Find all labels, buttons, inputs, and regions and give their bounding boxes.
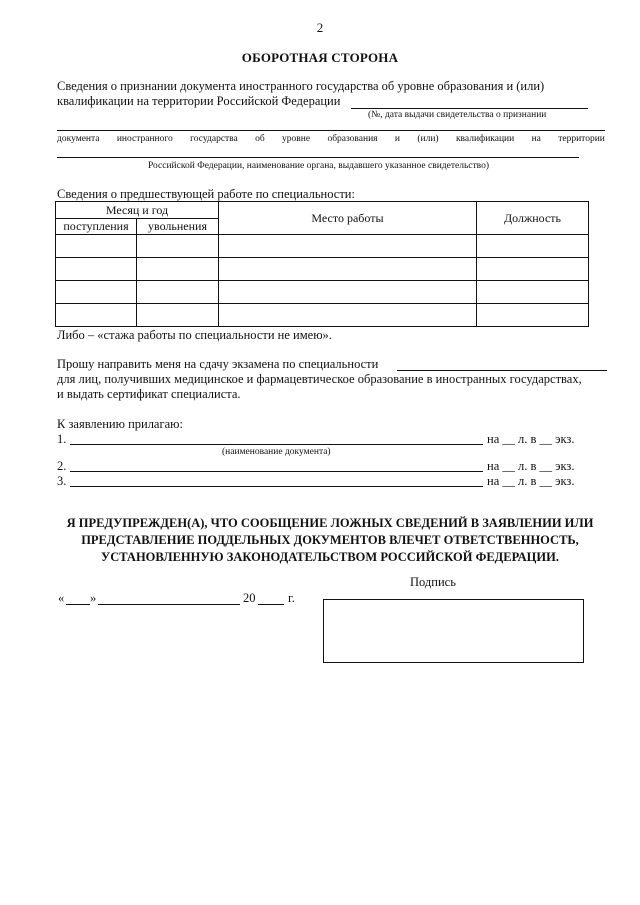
cell-start[interactable] xyxy=(56,281,137,304)
recognition-input-line-2[interactable] xyxy=(57,130,605,131)
table-row xyxy=(56,258,589,281)
page-number: 2 xyxy=(316,20,324,35)
work-history-table xyxy=(55,201,589,327)
date-close-quote: » xyxy=(90,591,97,605)
date-day-line[interactable] xyxy=(66,604,90,605)
table-row xyxy=(56,235,589,258)
request-line-1: Прошу направить меня на сдачу экзамена по специальности xyxy=(57,357,379,371)
liability-warning xyxy=(40,515,620,566)
warning-line-1: Я ПРЕДУПРЕЖДЕН(А), ЧТО СООБЩЕНИЕ ЛОЖНЫХ СВЕДЕНИЙ В ЗАЯВЛЕНИИ ИЛИ xyxy=(66,516,594,530)
recognition-hint-3: Российской Федерации, наименование органа, выдавшего указанное свидетельство) xyxy=(148,161,489,171)
attachment-hint: (наименование документа) xyxy=(222,447,331,457)
table-row xyxy=(56,304,589,327)
cell-end[interactable] xyxy=(137,258,219,281)
cell-place[interactable] xyxy=(219,235,477,258)
header-position: Должность xyxy=(477,202,589,235)
attachment-3-input-line[interactable] xyxy=(70,486,483,487)
signature-box[interactable] xyxy=(323,599,584,663)
cell-position[interactable] xyxy=(477,281,589,304)
cell-position[interactable] xyxy=(477,235,589,258)
header-place: Место работы xyxy=(219,202,477,235)
recognition-line-2-label: квалификации на территории Российской Федерации xyxy=(57,94,341,108)
cell-start[interactable] xyxy=(56,304,137,327)
attachment-3-suffix: на __ л. в __ экз. xyxy=(487,474,575,488)
attachment-3-number: 3. xyxy=(57,474,67,488)
date-month-line[interactable] xyxy=(98,604,240,605)
recognition-line-1-text: Сведения о признании документа иностранного государства об уровне образования и (или) xyxy=(57,79,545,93)
warning-line-3: УСТАНОВЛЕННУЮ ЗАКОНОДАТЕЛЬСТВОМ РОССИЙСКОЙ ФЕДЕРАЦИИ. xyxy=(101,550,559,564)
recognition-hint-2: документа иностранного государства об уровне образования и (или) квалификации на территории xyxy=(57,134,605,144)
warning-line-2: ПРЕДСТАВЛЕНИЕ ПОДДЕЛЬНЫХ ДОКУМЕНТОВ ВЛЕЧЕТ ОТВЕТСТВЕННОСТЬ, xyxy=(81,533,579,547)
recognition-hint-1: (№, дата выдачи свидетельства о признании xyxy=(368,110,547,120)
cell-end[interactable] xyxy=(137,235,219,258)
cell-position[interactable] xyxy=(477,258,589,281)
recognition-line-1 xyxy=(57,79,605,94)
attachment-2-input-line[interactable] xyxy=(70,471,483,472)
cell-place[interactable] xyxy=(219,281,477,304)
cell-end[interactable] xyxy=(137,281,219,304)
page-title: ОБОРОТНАЯ СТОРОНА xyxy=(241,50,399,65)
cell-place[interactable] xyxy=(219,258,477,281)
specialty-input-line[interactable] xyxy=(397,370,607,371)
cell-place[interactable] xyxy=(219,304,477,327)
recognition-input-line-3[interactable] xyxy=(57,157,579,158)
date-open-quote: « xyxy=(58,591,65,605)
cell-start[interactable] xyxy=(56,258,137,281)
attachment-1-suffix: на __ л. в __ экз. xyxy=(487,432,575,446)
header-month-year: Месяц и год xyxy=(56,202,219,219)
header-end: увольнения xyxy=(137,219,219,235)
request-line-2: для лиц, получивших медицинское и фармацевтическое образование в иностранных государствах, xyxy=(57,372,582,386)
attachments-heading: К заявлению прилагаю: xyxy=(57,417,183,431)
date-year-prefix: 20 xyxy=(243,591,256,605)
request-line-3: и выдать сертификат специалиста. xyxy=(57,387,241,401)
attachment-2-suffix: на __ л. в __ экз. xyxy=(487,459,575,473)
recognition-input-line-1[interactable] xyxy=(351,108,588,109)
cell-position[interactable] xyxy=(477,304,589,327)
work-heading: Сведения о предшествующей работе по специальности: xyxy=(57,187,355,201)
work-note: Либо – «стажа работы по специальности не имею». xyxy=(57,328,332,342)
cell-end[interactable] xyxy=(137,304,219,327)
attachment-1-input-line[interactable] xyxy=(70,444,483,445)
signature-label: Подпись xyxy=(410,575,456,589)
table-row xyxy=(56,281,589,304)
date-year-line[interactable] xyxy=(258,604,284,605)
cell-start[interactable] xyxy=(56,235,137,258)
attachment-1-number: 1. xyxy=(57,432,67,446)
date-year-suffix: г. xyxy=(288,591,295,605)
header-start: поступления xyxy=(56,219,137,235)
attachment-2-number: 2. xyxy=(57,459,67,473)
